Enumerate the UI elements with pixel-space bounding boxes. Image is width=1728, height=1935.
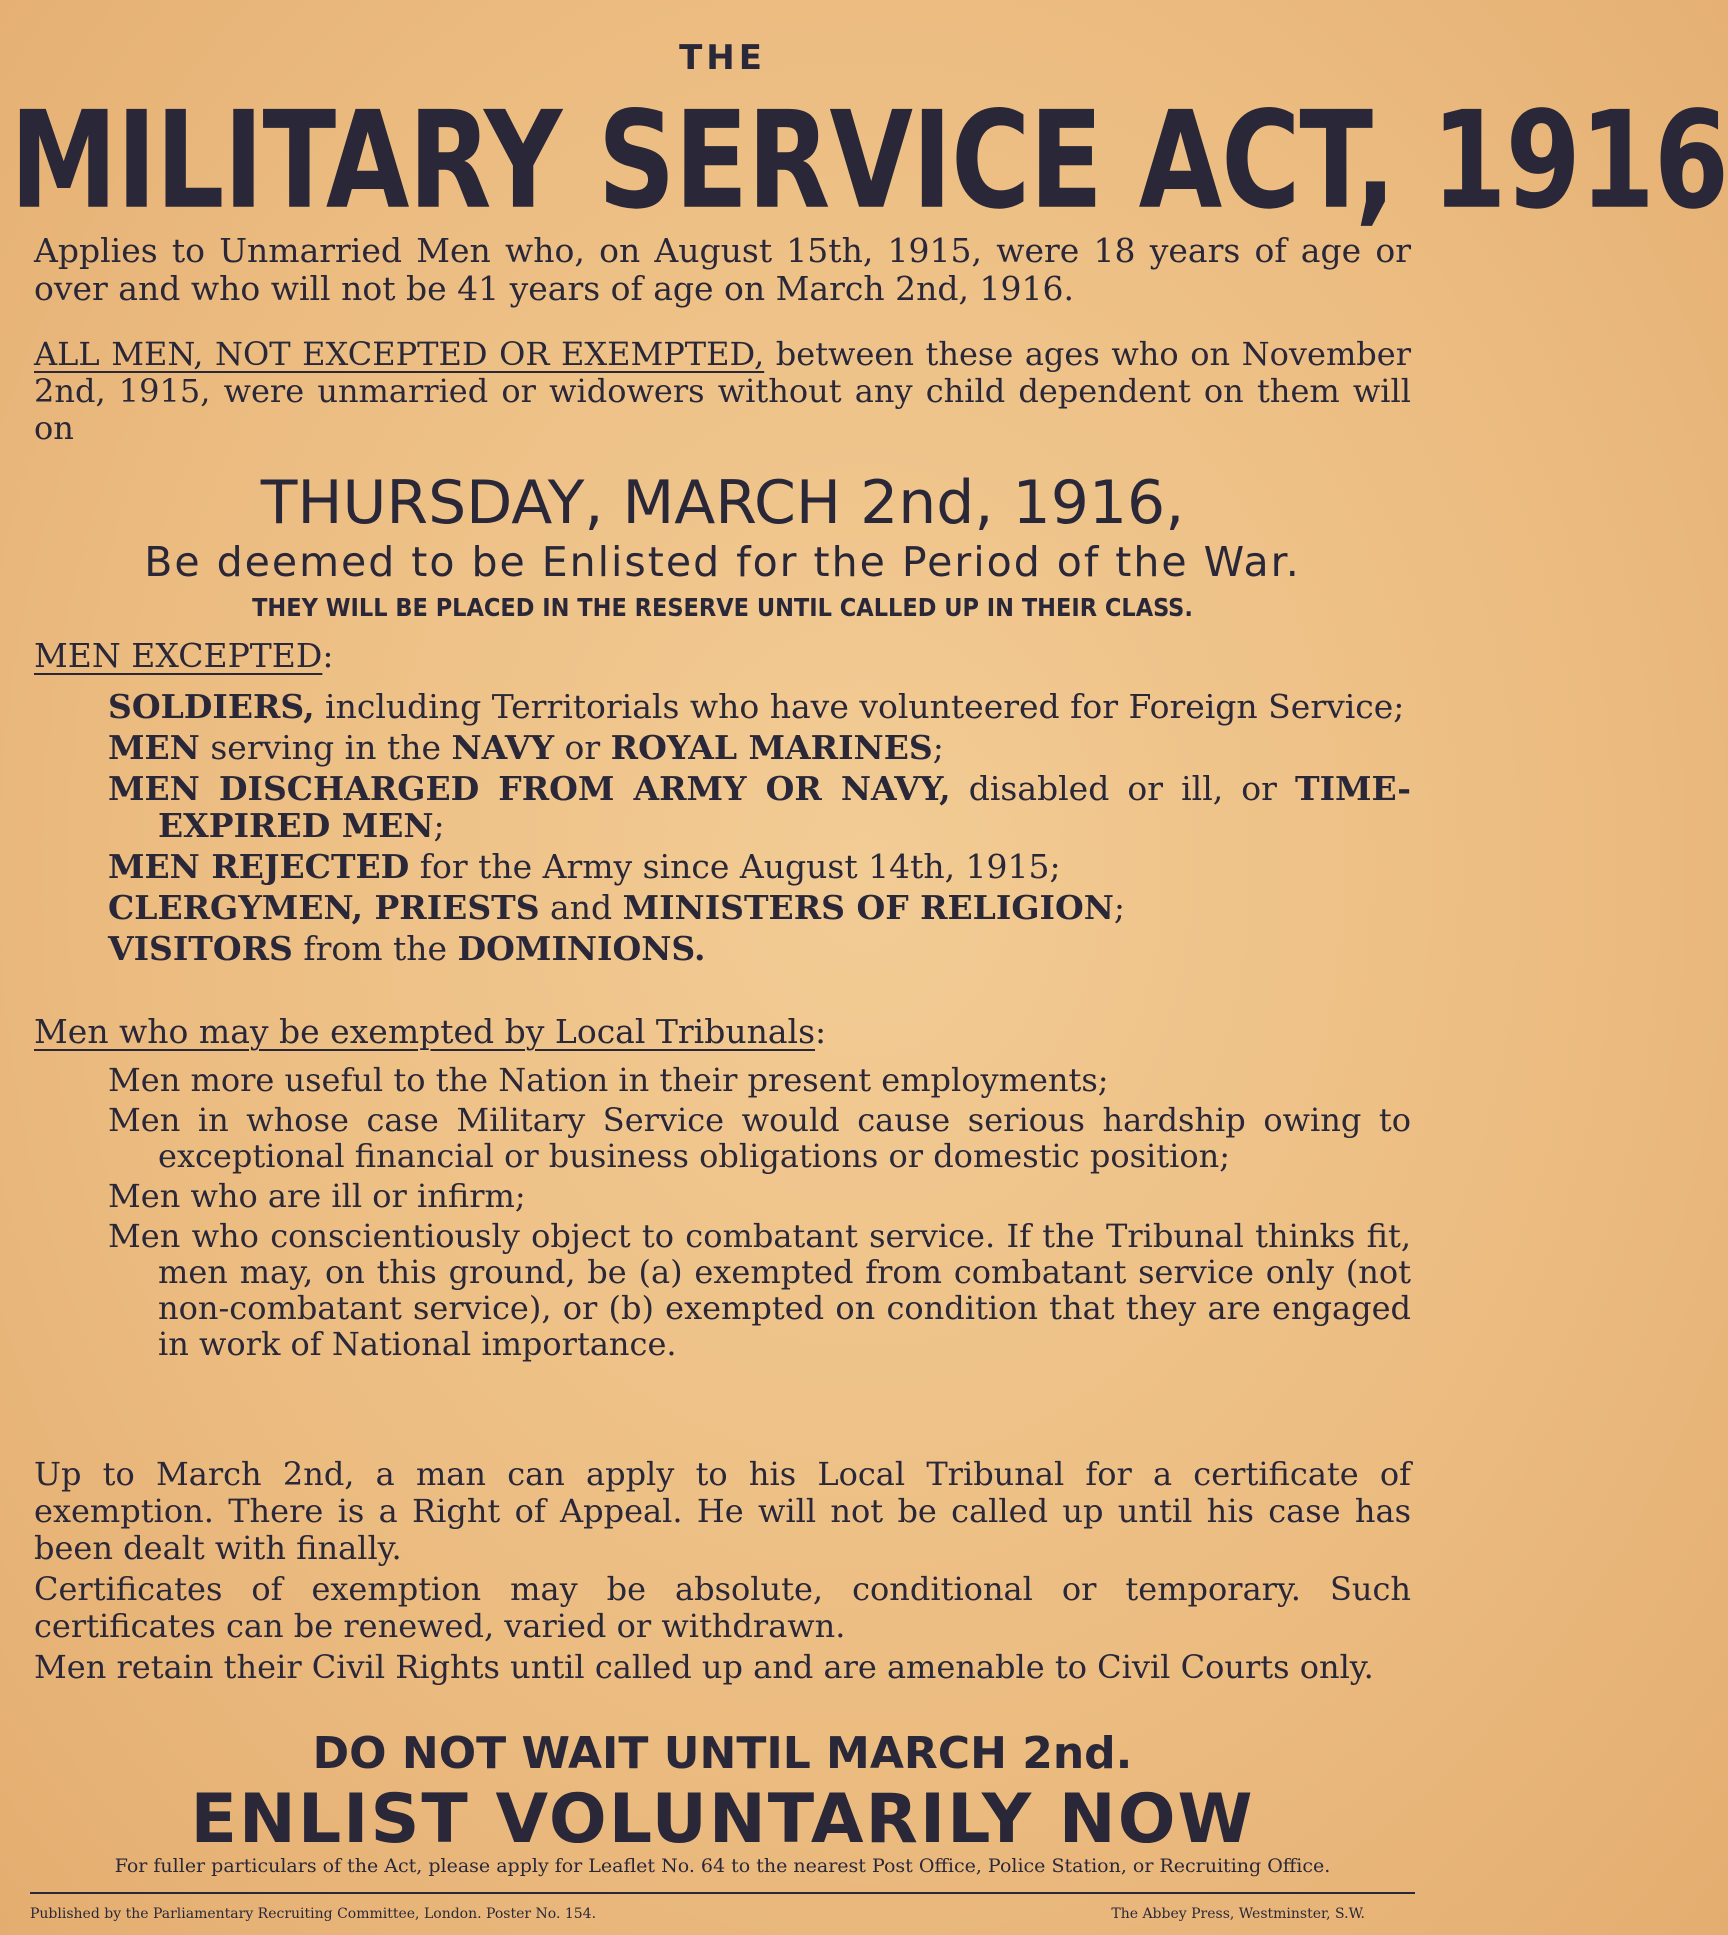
tribunals-heading [34,1012,826,1052]
final-paragraph: Men retain their Civil Rights until called up and are amenable to Civil Courts only. [34,1648,1374,1686]
excepted-item-discharged [108,770,1411,844]
date-banner: THURSDAY, MARCH 2nd, 1916, [260,468,1185,538]
excepted-item-rejected [108,848,1411,885]
excepted-item-text: serving in the [199,728,452,767]
men-excepted-list [108,688,1411,971]
excepted-item-navy [108,729,1411,766]
tribunals-heading-text: Men who may be exempted by Local Tribunals [34,1012,816,1051]
all-men-text: between these ages who on November 2nd, 1915, were unmarried or widowers without any child dependent on them will on [34,335,1412,447]
do-not-wait-line: DO NOT WAIT UNTIL MARCH 2nd. [312,1728,1133,1779]
tribunals-list [108,1062,1411,1366]
all-men-paragraph [34,336,1411,447]
all-men-heading: ALL MEN, NOT EXCEPTED OR EXEMPTED, [34,335,765,373]
tribunal-item: Men more useful to the Nation in their present employments; [108,1061,1109,1099]
printer-credit: The Abbey Press, Westminster, S.W. [1111,1906,1365,1922]
tribunals-heading-suffix: : [815,1012,827,1051]
excepted-item-bold: MINISTERS OF RELIGION [622,888,1114,927]
excepted-item-bold: SOLDIERS, [108,687,315,726]
men-excepted-heading [34,636,333,676]
excepted-item-text: ; [932,728,944,767]
poster-title: MILITARY SERVICE ACT, 1916 [10,83,1728,240]
tribunal-item: Men who are ill or infirm; [108,1177,526,1215]
excepted-item-bold: CLERGYMEN, PRIESTS [108,888,540,927]
excepted-item-text: ; [1113,888,1125,927]
intro-paragraph: Applies to Unmarried Men who, on August 15th, 1915, were 18 years of age or over and who will not be 41 years of age on March 2nd, 1916. [34,231,1411,308]
men-excepted-heading-text: MEN EXCEPTED [34,636,323,675]
excepted-item-bold: NAVY [451,728,555,767]
excepted-item-bold: MEN DISCHARGED FROM ARMY OR NAVY, [108,769,951,808]
tribunal-item: Men in whose case Military Service would cause serious hardship owing to exceptional financial or business obligations or domestic position; [108,1101,1411,1175]
final-paragraphs [34,1456,1411,1690]
final-paragraph: Certificates of exemption may be absolute, conditional or temporary. Such certificates can be renewed, varied or withdrawn. [34,1570,1411,1645]
excepted-item-clergymen [108,889,1411,926]
excepted-item-text: and [539,888,623,927]
footer-divider [30,1892,1415,1894]
excepted-item-text: from the [292,929,458,968]
excepted-item-bold: MEN [108,728,200,767]
excepted-item-bold: VISITORS [108,929,293,968]
final-paragraph: Up to March 2nd, a man can apply to his Local Tribunal for a certificate of exemption. There is a Right of Appeal. He will not be called up until his case has been dealt with finally. [34,1455,1411,1567]
excepted-item-bold: ROYAL MARINES [610,728,933,767]
excepted-item-text: ; [433,806,445,845]
excepted-item-soldiers [108,688,1411,725]
fuller-particulars-note: For fuller particulars of the Act, please apply for Leaflet No. 64 to the nearest Post Office, Police Station, or Recruiting Office. [114,1855,1331,1877]
pre-title: THE [679,38,766,78]
excepted-item-text: disabled or ill, or [950,769,1296,808]
excepted-item-text: including Territorials who have volunteered for Foreign Service; [314,687,1405,726]
excepted-item-text: for the Army since August 14th, 1915; [409,847,1061,886]
excepted-item-visitors [108,930,1411,967]
excepted-item-text: or [554,728,611,767]
men-excepted-heading-suffix: : [322,636,334,675]
publisher-credit: Published by the Parliamentary Recruiting Committee, London. Poster No. 154. [30,1906,597,1922]
reserve-notice: THEY WILL BE PLACED IN THE RESERVE UNTIL CALLED UP IN THEIR CLASS. [252,593,1193,622]
deemed-enlisted-line: Be deemed to be Enlisted for the Period of the War. [144,538,1301,586]
excepted-item-bold: DOMINIONS. [457,929,706,968]
excepted-item-bold: MEN REJECTED [108,847,410,886]
tribunal-item: Men who conscientiously object to combatant service. If the Tribunal thinks fit, men may, on this ground, be (a) exempted from combatant service only (not non-combatant service), or (b) exempted on condition that they are engaged in work of National importance. [108,1217,1411,1363]
enlist-now-line: ENLIST VOLUNTARILY NOW [190,1780,1255,1859]
excepted-item-bold: TIME-EXPIRED MEN [158,769,1411,845]
